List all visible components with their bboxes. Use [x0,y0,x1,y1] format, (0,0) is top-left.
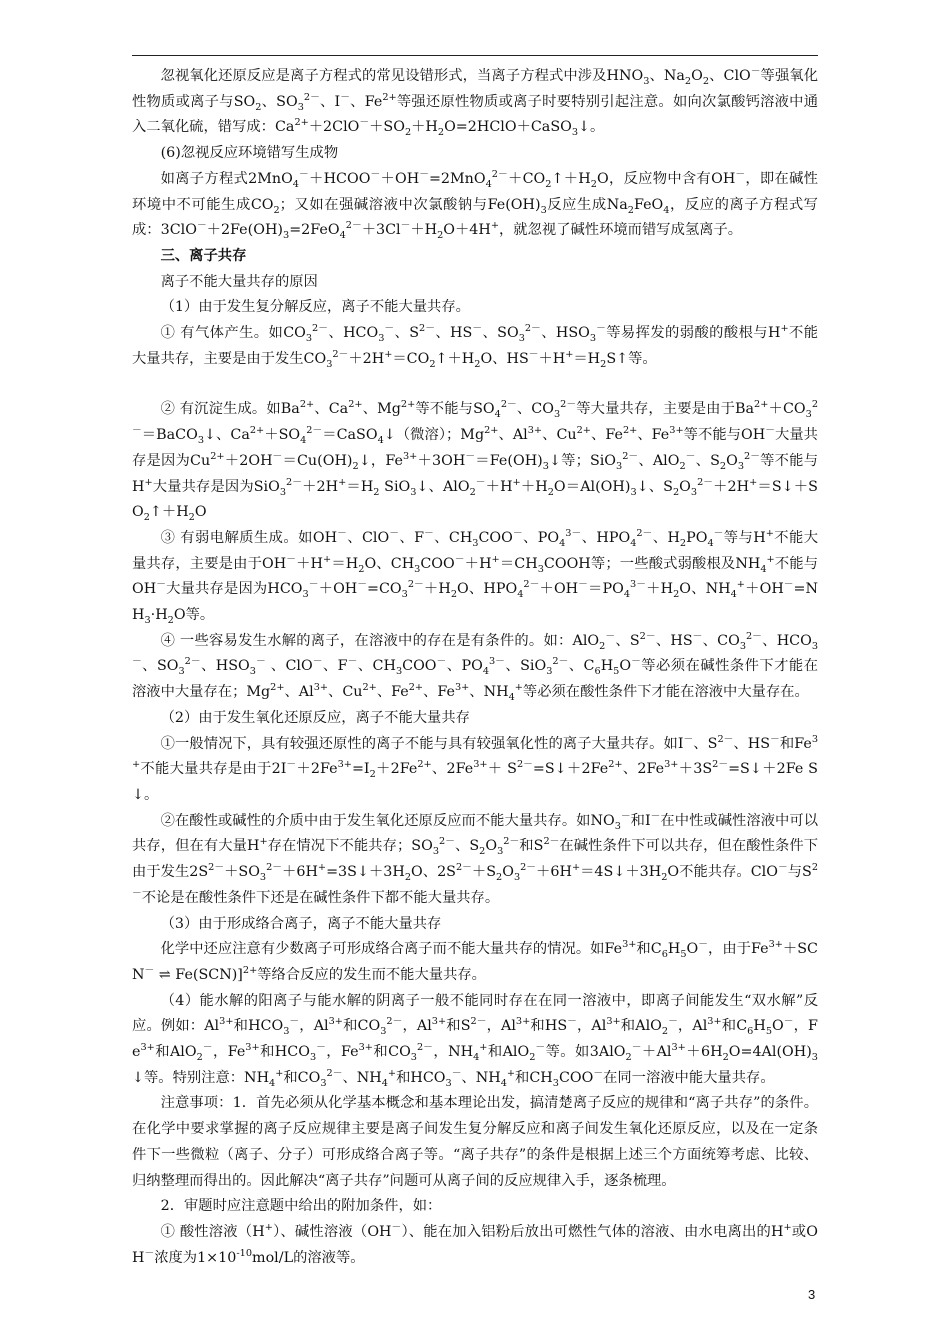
paragraph: （3）由于形成络合离子，离子不能大量共存 [160,915,442,932]
document-body [132,64,818,1271]
page-number: 3 [808,1287,816,1302]
paragraph: ① 酸性溶液（H+）、碱性溶液（OH－）、能在加入铝粉后放出可燃性气体的溶液、由水电离出的H+或OH－浓度为$1\times 10^{-10}mol/L$的溶液等。 [132,1222,818,1266]
paragraph: （1）由于发生复分解反应，离子不能大量共存。 [160,299,470,316]
paragraph: （2）由于发生氧化还原反应，离子不能大量共存 [160,709,470,726]
paragraph: 2．审题时应注意题中给出的附加条件，如： [160,1198,442,1215]
paragraph: （4）能水解的阳离子与能水解的阴离子一般不能同时存在在同一溶液中，即离子间能发生“双水解”反应。例如：$Al^{3+}$和$HCO_3^-$，$Al^{3+}$和$CO_3^{2-}$，$Al^{3+}$和$S^{2-}$，$Al^{3+}$和HS－，$Al^{3+}$和AlO$_2$－，$Al^{3+}$和$C_6H_5O^-$，$Fe^{3+}$和AlO$_2$－，$Fe^{3+}$和$HCO_3^-$，$Fe^{3+}$和$CO_3^{2-}$，$NH_4^+$和AlO$_2$－等。如$3AlO_2^-+Al^{3+}+6H_2O=4Al(OH)_3↓$等。特别注意：$NH_4^+$和$CO_3^{2-}$、$NH_4^+$和$HCO_3^-$、$NH_4^+$和$CH_3COO^-$在同一溶液中能大量共存。 [132,992,818,1089]
section-heading: 三、离子共存 [160,247,247,264]
spacer [132,372,818,397]
paragraph: 化学中还应注意有少数离子可形成络合离子而不能大量共存的情况。如$Fe^{3+}$和$C_6H_5O^-$，由于$Fe^{3+}+SCN^-$ ⇌ Fe(SCN)]$^{2+}$等络合反应的发生而不能大量共存。 [132,939,818,983]
paragraph: 离子不能大量共存的原因 [160,273,318,290]
paragraph: ①一般情况下，具有较强还原性的离子不能与具有较强氧化性的离子大量共存。如I－、$S^{2-}$、HS－和$Fe^{3+}$不能大量共存是由于$2I^-+2Fe^{3+}=I_2+2Fe^{2+}$、$2Fe^{3+}+$ $S^{2-}=S↓+2Fe^{2+}$、$2Fe^{3+}+3S^{2-}=S↓+2Fe$ S↓。 [132,733,818,803]
paragraph: ③ 有弱电解质生成。如OH－、ClO－、F－、$CH_3COO^-$、$PO_4^{3-}$、$HPO_4^{2-}$、$H_2PO_4^-$等与H+不能大量共存，主要是由于$OH^-+H^+=H_2O$、$CH_3COO^-+H^+=CH_3COOH$等；一些酸式弱酸根及$NH_4^+$不能与OH－大量共存是因为$HCO_3^-+OH^-=CO_3^{2-}+H_2O$、$HPO_4^{2-}+OH^-=PO_4^{3-}+H_2O$、$NH_4^++OH^-=NH_3\cdot H_2O$等。 [132,528,819,626]
paragraph: ②在酸性或碱性的介质中由于发生氧化还原反应而不能大量共存。如$NO_3^-$和I－在中性或碱性溶液中可以共存，但在有大量H+存在情况下不能共存；$SO_3^{2-}$、$S_2O_3^{2-}$和$S^{2-}$在碱性条件下可以共存，但在酸性条件下由于发生$2S^{2-}+SO_3^{2-}+6H^+=3S↓+3H_2O$、$2S^{2-}+S_2O_3^{2-}+6H^+=4S↓+3H_2O$不能共存。ClO－与$S^{2-}$不论是在酸性条件下还是在碱性条件下都不能大量共存。 [132,810,819,906]
paragraph: 忽视氧化还原反应是离子方程式的常见设错形式，当离子方程式中涉及$HNO_3$、$Na_2O_2$、ClO－等强氧化性物质或离子与$SO_2$、$SO_3^{2-}$、I－、$Fe^{2+}$等强还原性物质或离子时要特别引起注意。如向次氯酸钙溶液中通入二氧化硫，错写成：$Ca^{2+}+2ClO^-+SO_2+H_2O=2HClO+CaSO_3↓$。 [132,66,819,139]
paragraph: 如离子方程式$2MnO_4^-+HCOO^-+OH^-=2MnO_4^{2-}+CO_2↑+H_2O$，反应物中含有OH－，即在碱性环境中不可能生成$CO_2$；又如在强碱溶液中次氯酸钠与$Fe(OH)_3$反应生成$Na_2FeO_4$，反应的离子方程式写成：$3ClO^-+2Fe(OH)_3=2FeO_4^{2-}+3Cl^-+H_2O+4H^+$，就忽视了碱性环境而错写成氢离子。 [132,169,818,242]
header-rule [132,55,818,56]
paragraph: 注意事项：1．首先必须从化学基本概念和基本理论出发，搞清楚离子反应的规律和“离子共存”的条件。在化学中要求掌握的离子反应规律主要是离子间发生复分解反应和离子间发生氧化还原反应，以及在一定条件下一些微粒（离子、分子）可形成络合离子等。“离子共存”的条件是根据上述三个方面统筹考虑、比较、归纳整理而得出的。因此解决“离子共存”问题可从离子间的反应规律入手，逐条梳理。 [132,1095,818,1189]
paragraph: (6)忽视反应环境错写生成物 [160,145,339,162]
paragraph: ④ 一些容易发生水解的离子，在溶液中的存在是有条件的。如：AlO$_2$－、$S^{2-}$、HS－、$CO_3^{2-}$、$HCO_3^-$、$SO_3^{2-}$、$HSO_3^-$ 、ClO－、F－、$CH_3COO^-$、$PO_4^{3-}$、SiO$_3^{2-}$、$C_6H_5O^-$等必须在碱性条件下才能在溶液中大量存在；$Mg^{2+}$、$Al^{3+}$、$Cu^{2+}$、$Fe^{2+}$、$Fe^{3+}$、$NH_4^+$等必须在酸性条件下才能在溶液中大量存在。 [132,631,819,704]
paragraph: ① 有气体产生。如$CO_3^{2-}$、$HCO_3^-$、$S^{2-}$、HS－、$SO_3^{2-}$、$HSO_3^-$等易挥发的弱酸的酸根与H+不能大量共存，主要是由于发生$CO_3^{2-}+2H^+=CO_2↑+H_2O$、$HS^-+H^+=H_2S↑$等。 [132,323,819,370]
paragraph: ② 有沉淀生成。如$Ba^{2+}$、$Ca^{2+}$、$Mg^{2+}$等不能与$SO_4^{2-}$、$CO_3^{2-}$等大量共存，主要是由于$Ba^{2+}+CO_3^{2-}=BaCO_3↓$、$Ca^{2+}+SO_4^{2-}=CaSO_4↓$（微溶）；$Mg^{2+}$、$Al^{3+}$、$Cu^{2+}$、$Fe^{2+}$、$Fe^{3+}$等不能与OH－大量共存是因为$Cu^{2+}+2OH^-=Cu(OH)_2↓$，$Fe^{3+}+3OH^-=Fe(OH)_3↓$等；SiO$_3^{2-}$、AlO$_2$－、$S_2O_3^{2-}$等不能与H+大量共存是因为$SiO_3^{2-}+2H^+=H_2$ SiO$_3$↓、$AlO_2^-+H^++H_2O=Al(OH)_3↓$、$S_2O_3^{2-}+2H^+=S↓+SO_2↑+H_2O$ [132,399,818,524]
